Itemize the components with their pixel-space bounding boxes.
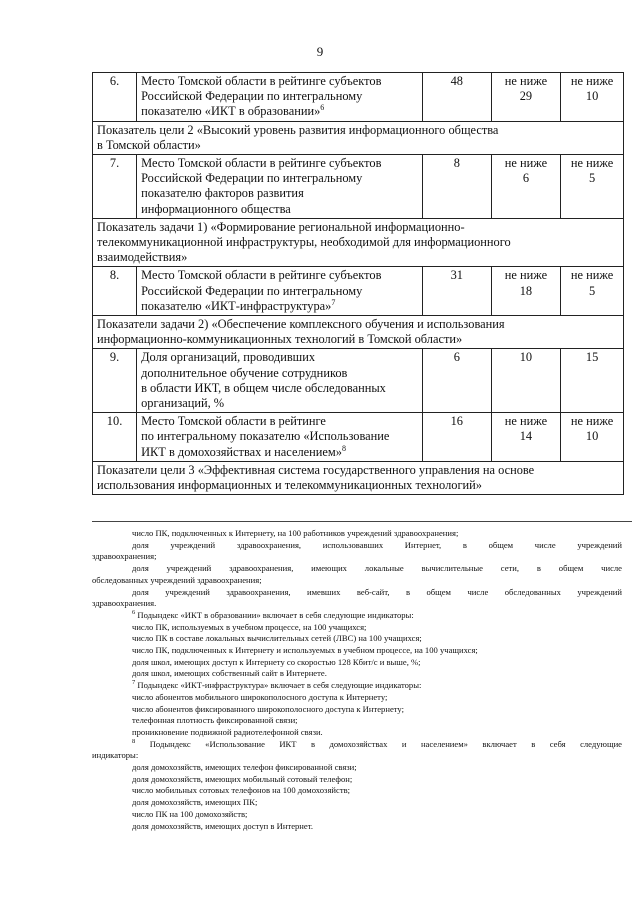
value-line: не ниже xyxy=(570,268,614,283)
indicator-line xyxy=(141,104,418,119)
footnote-marker: 8 xyxy=(132,738,136,745)
footnote-line xyxy=(92,668,622,680)
indicator-line xyxy=(141,202,418,217)
row-number: 6. xyxy=(93,73,137,122)
section-heading xyxy=(93,218,624,267)
value-line: 10 xyxy=(519,350,533,365)
footnote-line xyxy=(92,774,622,786)
value-line: 15 xyxy=(585,350,599,365)
footnote-text: Подындекс «ИКТ в образовании» включает в себя следующие индикаторы: xyxy=(135,609,414,620)
indicator-line-text: Российской Федерации по интегральному xyxy=(141,171,363,186)
footnote-line xyxy=(92,680,622,692)
indicator-name xyxy=(137,413,423,462)
table-row xyxy=(93,73,624,122)
value-target-2 xyxy=(561,155,624,219)
value-line: не ниже xyxy=(570,74,614,88)
footnote-line xyxy=(92,715,622,727)
footnote-marker: 7 xyxy=(132,680,136,687)
value-base: 16 xyxy=(422,413,491,462)
indicator-line xyxy=(141,396,418,411)
indicator-line xyxy=(141,414,418,429)
indicator-line-text: Место Томской области в рейтинге субъектов xyxy=(141,156,382,171)
value-base: 6 xyxy=(422,349,491,413)
footnote-line xyxy=(92,739,622,751)
footnote-separator xyxy=(92,521,632,522)
indicator-line xyxy=(141,74,418,89)
footnote-text: доля домохозяйств, имеющих доступ в Интернет. xyxy=(132,820,313,831)
indicator-line xyxy=(141,366,418,381)
footnote-line xyxy=(92,622,622,634)
footnote-ref: 7 xyxy=(331,297,336,307)
indicator-line-text: Российской Федерации по интегральному xyxy=(141,283,363,298)
value-line: 10 xyxy=(585,89,599,104)
value-target-2 xyxy=(561,267,624,316)
indicator-line xyxy=(141,156,418,171)
footnote-text: доля учреждений здравоохранения, имевших веб-сайт, в общем числе обследованных учреждений xyxy=(132,586,622,597)
footnote-text: здравоохранения; xyxy=(92,551,157,562)
section-heading-line: использования информационных и телекоммуникационных технологий» xyxy=(97,478,482,493)
value-target-2 xyxy=(561,413,624,462)
footnote-text: число ПК, используемых в учебном процессе, на 100 учащихся; xyxy=(132,621,367,632)
indicator-line xyxy=(141,350,418,365)
section-heading-line: Показатели цели 3 «Эффективная система государственного управления на основе xyxy=(97,462,535,477)
footnote-line xyxy=(92,575,622,587)
footnote-line xyxy=(92,610,622,622)
footnote-line xyxy=(92,821,622,833)
footnote-text: число ПК, подключенных к Интернету и используемых в учебном процессе, на 100 учащихся; xyxy=(132,645,478,656)
indicator-line-text: Российской Федерации по интегральному xyxy=(141,89,363,104)
footnote-text: Подындекс «ИКТ-инфраструктура» включает в себя следующие индикаторы: xyxy=(135,680,422,691)
footnote-line xyxy=(92,797,622,809)
footnote-ref: 6 xyxy=(320,103,325,113)
footnote-line xyxy=(92,657,622,669)
page-number: 9 xyxy=(316,44,324,59)
value-line: 29 xyxy=(519,89,533,104)
row-number: 7. xyxy=(93,155,137,219)
section-row xyxy=(93,218,624,267)
section-heading xyxy=(93,461,624,494)
footnote-line xyxy=(92,633,622,645)
footnote-text: доля школ, имеющих доступ к Интернету со скоростью 128 Кбит/с и выше, %; xyxy=(132,656,421,667)
indicator-line-text: Доля организаций, проводивших xyxy=(141,350,316,365)
section-heading-line: информационно-коммуникационных технологий в Томской области» xyxy=(97,332,463,347)
footnote-text: доля школ, имеющих собственный сайт в Интернете. xyxy=(132,668,327,679)
footnote-text: число ПК, подключенных к Интернету, на 100 работников учреждений здравоохранения; xyxy=(132,528,459,538)
indicator-name xyxy=(137,349,423,413)
footnote-line xyxy=(92,704,622,716)
footnote-text: число абонентов мобильного широкополосного доступа к Интернету; xyxy=(132,691,388,702)
footnote-text: доля домохозяйств, имеющих мобильный сотовый телефон; xyxy=(132,773,353,784)
value-line: 18 xyxy=(519,283,533,298)
indicator-line xyxy=(141,299,418,314)
value-line: 5 xyxy=(588,283,596,298)
indicator-name xyxy=(137,267,423,316)
value-base: 8 xyxy=(422,155,491,219)
indicator-line-text: показателю «ИКТ в образовании» xyxy=(141,104,321,119)
footnote-text: здравоохранения. xyxy=(92,598,157,609)
row-number: 9. xyxy=(93,349,137,413)
value-line: не ниже xyxy=(504,156,548,171)
section-heading-line: телекоммуникационной инфраструктуры, необходимой для информационного xyxy=(97,235,511,250)
row-number: 8. xyxy=(93,267,137,316)
footnote-text: индикаторы: xyxy=(92,750,139,761)
footnote-line xyxy=(92,587,622,599)
footnote-line xyxy=(92,551,622,563)
section-heading-line: взаимодействия» xyxy=(97,250,188,265)
footnote-line xyxy=(92,598,622,610)
value-target-1 xyxy=(491,73,560,122)
value-target-2 xyxy=(561,73,624,122)
value-line: 10 xyxy=(585,429,599,444)
value-base: 31 xyxy=(422,267,491,316)
footnote-line xyxy=(92,528,622,540)
section-heading-line: в Томской области» xyxy=(97,137,201,152)
table-row xyxy=(93,413,624,462)
footnote-marker: 6 xyxy=(132,609,136,617)
footnote-text: проникновение подвижной радиотелефонной связи. xyxy=(132,726,323,737)
indicator-name xyxy=(137,155,423,219)
footnote-line xyxy=(92,762,622,774)
footnote-text: Подындекс «Использование ИКТ в домохозяйствах и населением» включает в себя следующие xyxy=(135,738,622,749)
footnote-text: число абонентов фиксированного широкополосного доступа к Интернету; xyxy=(132,703,404,714)
table-row xyxy=(93,155,624,219)
indicator-line xyxy=(141,381,418,396)
footnote-line xyxy=(92,727,622,739)
value-target-1 xyxy=(491,267,560,316)
value-target-2 xyxy=(561,349,624,413)
indicator-line xyxy=(141,284,418,299)
indicator-line-text: Место Томской области в рейтинге субъектов xyxy=(141,74,382,88)
indicator-line xyxy=(141,429,418,444)
indicator-line xyxy=(141,268,418,283)
indicator-line xyxy=(141,89,418,104)
value-line: не ниже xyxy=(570,156,614,171)
value-line: не ниже xyxy=(504,414,548,429)
indicator-line-text: Место Томской области в рейтинге субъектов xyxy=(141,268,382,283)
footnote-line xyxy=(92,750,622,762)
value-line: 14 xyxy=(519,429,533,444)
section-row xyxy=(93,316,624,349)
value-target-1 xyxy=(491,155,560,219)
value-target-1 xyxy=(491,413,560,462)
footnote-line xyxy=(92,540,622,552)
footnote-text: число мобильных сотовых телефонов на 100 домохозяйств; xyxy=(132,785,351,796)
indicator-line-text: дополнительное обучение сотрудников xyxy=(141,365,348,380)
footnote-line xyxy=(92,563,622,575)
footnote-text: доля домохозяйств, имеющих ПК; xyxy=(132,797,258,808)
footnote-line xyxy=(92,645,622,657)
footnotes xyxy=(92,528,622,832)
footnote-line xyxy=(92,809,622,821)
indicator-name xyxy=(137,73,423,122)
indicator-line-text: организаций, % xyxy=(141,396,225,411)
footnote-line xyxy=(92,692,622,704)
footnote-ref: 8 xyxy=(341,443,346,453)
footnote-text: доля учреждений здравоохранения, использовавших Интернет, в общем числе учреждений xyxy=(132,539,622,550)
indicator-line xyxy=(141,445,418,460)
table-row xyxy=(93,267,624,316)
indicator-line-text: по интегральному показателю «Использование xyxy=(141,429,390,444)
indicator-line-text: в области ИКТ, в общем числе обследованных xyxy=(141,380,386,395)
value-line: 6 xyxy=(522,171,530,186)
footnote-text: число ПК в составе локальных вычислительных сетей (ЛВС) на 100 учащихся; xyxy=(132,633,422,644)
value-line: не ниже xyxy=(570,414,614,429)
footnote-text: обследованных учреждений здравоохранения; xyxy=(92,574,262,585)
section-row xyxy=(93,121,624,154)
section-row xyxy=(93,461,624,494)
footnote-text: телефонная плотность фиксированной связи; xyxy=(132,715,298,726)
footnote-text: доля домохозяйств, имеющих телефон фиксированной связи; xyxy=(132,762,357,773)
indicator-line-text: Место Томской области в рейтинге xyxy=(141,414,326,429)
value-target-1 xyxy=(491,349,560,413)
indicator-line-text: показателю факторов развития xyxy=(141,186,304,201)
section-heading xyxy=(93,121,624,154)
indicator-line xyxy=(141,186,418,201)
footnote-text: число ПК на 100 домохозяйств; xyxy=(132,808,248,819)
indicator-line-text: показателю «ИКТ-инфраструктура» xyxy=(141,298,332,313)
section-heading-line: Показатель цели 2 «Высокий уровень развития информационного общества xyxy=(97,122,499,137)
value-line: не ниже xyxy=(504,74,548,88)
value-line: не ниже xyxy=(504,268,548,283)
section-heading xyxy=(93,316,624,349)
indicator-line-text: информационного общества xyxy=(141,201,291,216)
indicator-line xyxy=(141,171,418,186)
indicator-line-text: ИКТ в домохозяйствах и населением» xyxy=(141,444,342,459)
row-number: 10. xyxy=(93,413,137,462)
footnote-line xyxy=(92,785,622,797)
table-row xyxy=(93,349,624,413)
value-line: 5 xyxy=(588,171,596,186)
footnote-text: доля учреждений здравоохранения, имеющих локальные вычислительные сети, в общем числе xyxy=(132,563,622,574)
value-base: 48 xyxy=(422,73,491,122)
section-heading-line: Показатели задачи 2) «Обеспечение комплексного обучения и использования xyxy=(97,317,505,332)
section-heading-line: Показатель задачи 1) «Формирование региональной информационно- xyxy=(97,219,465,234)
indicators-table xyxy=(92,72,624,495)
